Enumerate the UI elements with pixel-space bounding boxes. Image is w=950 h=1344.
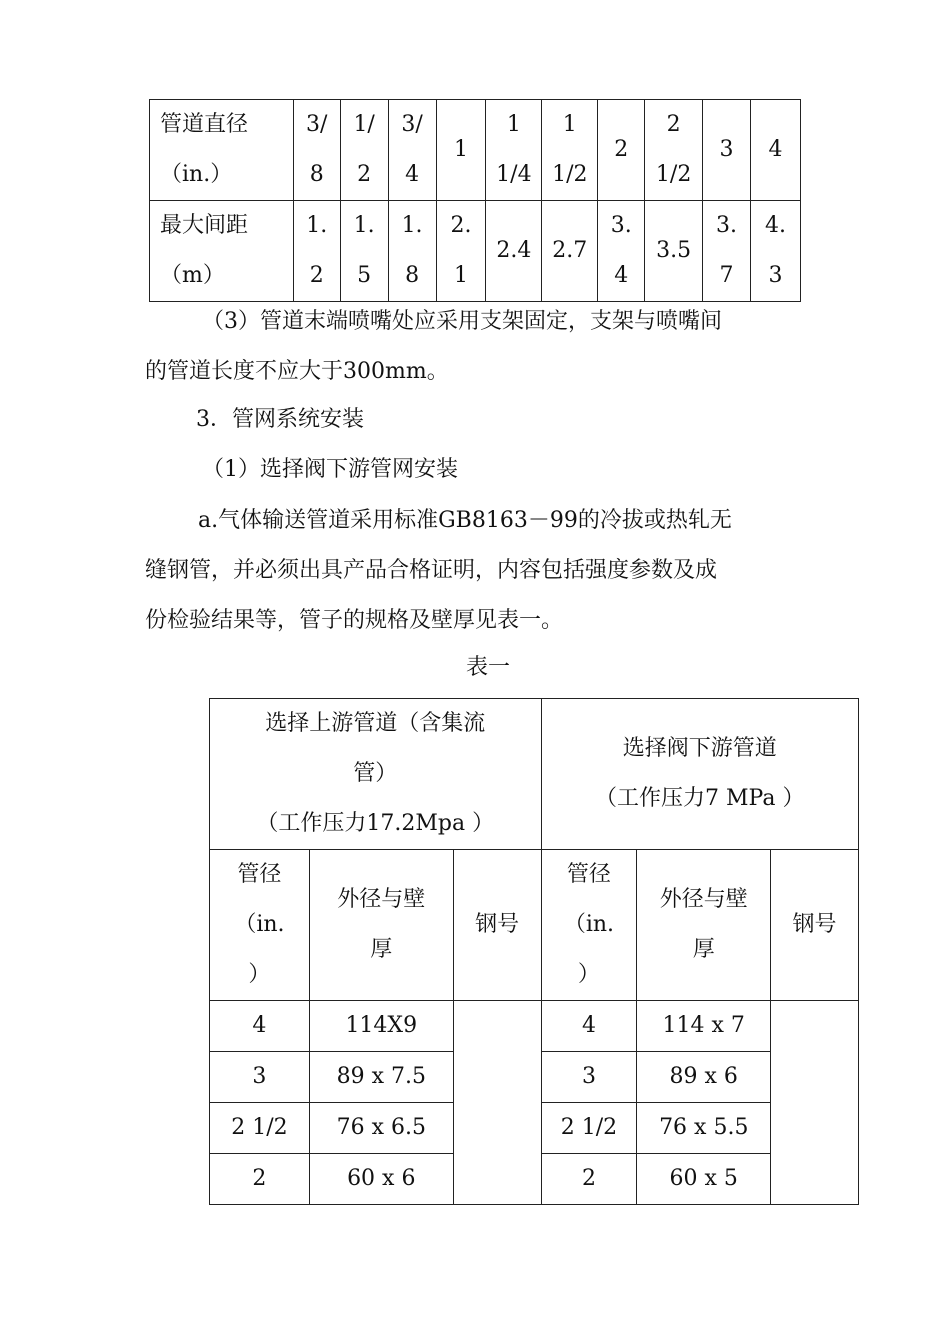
pipe-diameter-row — [150, 100, 801, 201]
downstream-size-cell: 3 — [541, 1052, 637, 1103]
spacing-cell: 3. 4 — [598, 201, 645, 302]
spacing-cell: 3.5 — [645, 201, 703, 302]
upstream-pipe-size-header: 管径 （in. ） — [210, 850, 310, 1001]
upstream-size-cell: 2 — [210, 1154, 310, 1205]
table-row — [210, 1001, 859, 1052]
diameter-cell: 2 — [598, 100, 645, 201]
pipe-spacing-table — [149, 99, 801, 302]
downstream-size-cell: 4 — [541, 1001, 637, 1052]
upstream-od-header: 外径与壁 厚 — [309, 850, 453, 1001]
downstream-size-cell: 2 — [541, 1154, 637, 1205]
spacing-cell: 1. 2 — [293, 201, 340, 302]
diameter-cell: 1 — [436, 100, 486, 201]
downstream-steel-cell — [771, 1001, 859, 1205]
diameter-cell: 4 — [751, 100, 801, 201]
subsection-heading-downstream: （1）选择阀下游管网安装 — [202, 457, 458, 482]
downstream-size-cell: 2 1/2 — [541, 1103, 637, 1154]
upstream-od-cell: 76 x 6.5 — [309, 1103, 453, 1154]
upstream-header: 选择上游管道（含集流 管） （工作压力17.2Mpa ） — [210, 699, 542, 850]
spacing-cell: 2.4 — [486, 201, 542, 302]
spacing-cell: 1. 8 — [388, 201, 436, 302]
downstream-od-cell: 89 x 6 — [637, 1052, 771, 1103]
diameter-cell: 2 1/2 — [645, 100, 703, 201]
upstream-od-cell: 89 x 7.5 — [309, 1052, 453, 1103]
downstream-od-cell: 76 x 5.5 — [637, 1103, 771, 1154]
downstream-od-cell: 60 x 5 — [637, 1154, 771, 1205]
spacing-cell: 2. 1 — [436, 201, 486, 302]
paragraph-support-line2: 的管道长度不应大于300mm。 — [145, 359, 449, 384]
downstream-od-cell: 114 x 7 — [637, 1001, 771, 1052]
diameter-cell: 3/ 8 — [293, 100, 340, 201]
downstream-od-header: 外径与壁 厚 — [637, 850, 771, 1001]
paragraph-material-line1: a.气体输送管道采用标准GB8163－99的冷拔或热轧无 — [198, 508, 732, 533]
diameter-cell: 1/ 2 — [340, 100, 388, 201]
downstream-steel-header: 钢号 — [771, 850, 859, 1001]
table-group-header-row — [210, 699, 859, 850]
upstream-od-cell: 114X9 — [309, 1001, 453, 1052]
downstream-pipe-size-header: 管径 （in. ） — [541, 850, 637, 1001]
spacing-cell: 4. 3 — [751, 201, 801, 302]
paragraph-support-line1: （3）管道末端喷嘴处应采用支架固定，支架与喷嘴间 — [202, 309, 722, 334]
upstream-steel-header: 钢号 — [453, 850, 541, 1001]
diameter-cell: 1 1/2 — [542, 100, 598, 201]
spacing-cell: 1. 5 — [340, 201, 388, 302]
upstream-steel-cell — [453, 1001, 541, 1205]
upstream-od-cell: 60 x 6 — [309, 1154, 453, 1205]
diameter-cell: 3 — [703, 100, 751, 201]
paragraph-material-line3: 份检验结果等，管子的规格及壁厚见表一。 — [145, 608, 564, 633]
table-column-header-row — [210, 850, 859, 1001]
upstream-size-cell: 3 — [210, 1052, 310, 1103]
spacing-cell: 2.7 — [542, 201, 598, 302]
diameter-cell: 3/ 4 — [388, 100, 436, 201]
diameter-cell: 1 1/4 — [486, 100, 542, 201]
upstream-size-cell: 4 — [210, 1001, 310, 1052]
spacing-cell: 3. 7 — [703, 201, 751, 302]
section-heading-network: 3．管网系统安装 — [196, 407, 364, 432]
paragraph-material-line2: 缝钢管，并必须出具产品合格证明，内容包括强度参数及成 — [145, 558, 718, 583]
pipe-diameter-label: 管道直径 （in.） — [150, 100, 294, 201]
max-spacing-label: 最大间距 （m） — [150, 201, 294, 302]
upstream-size-cell: 2 1/2 — [210, 1103, 310, 1154]
pipe-spec-table — [209, 698, 859, 1205]
downstream-header: 选择阀下游管道 （工作压力7 MPa ） — [541, 699, 859, 850]
table-caption: 表一 — [466, 655, 511, 680]
max-spacing-row — [150, 201, 801, 302]
